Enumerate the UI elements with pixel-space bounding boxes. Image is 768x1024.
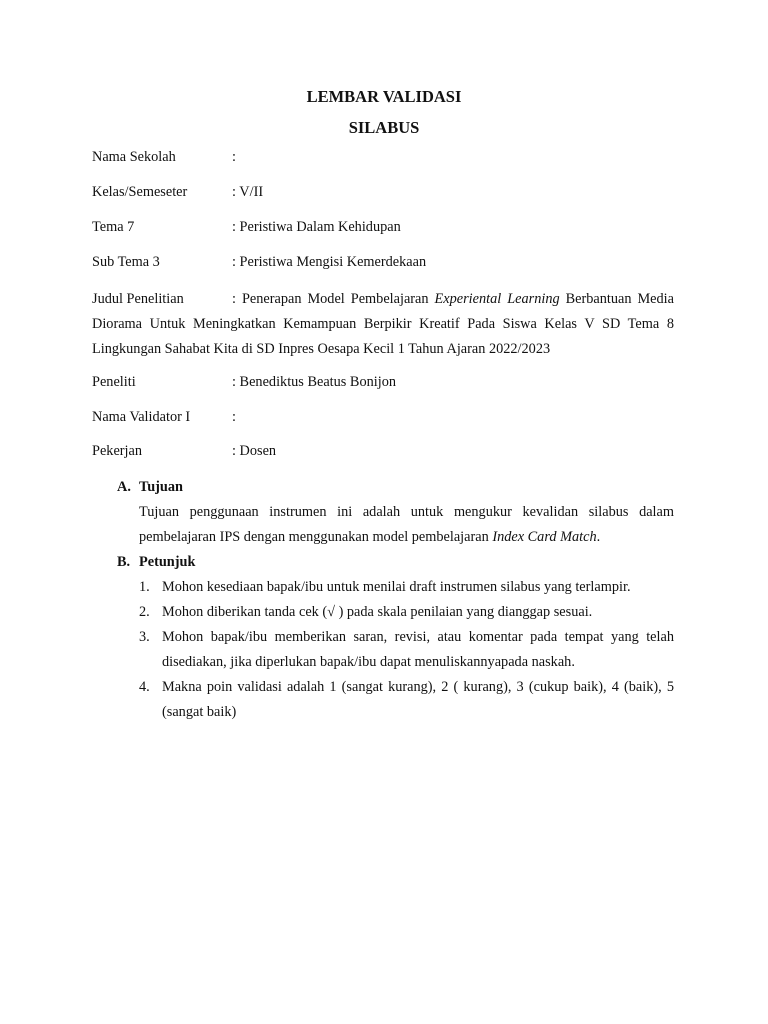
list-item-text: Mohon bapak/ibu memberikan saran, revisi, atau komentar pada tempat yang telah disediakan, jika diperlukan bapak/ibu dapat menuliskannyapada naskah. xyxy=(162,629,674,670)
section-b-letter: B. xyxy=(117,554,131,570)
section-a-title: Tujuan xyxy=(139,479,183,495)
field-value: : Benediktus Beatus Bonijon xyxy=(232,374,397,390)
list-item-number: 4. xyxy=(139,679,150,695)
field-value-italic: Experiental Learning xyxy=(434,291,560,307)
field-value: : Peristiwa Mengisi Kemerdekaan xyxy=(232,254,427,270)
field-value: : V/II xyxy=(232,184,264,200)
field-label: Nama Sekolah xyxy=(92,149,176,165)
document-subtitle: SILABUS xyxy=(348,118,420,137)
paragraph-italic: Index Card Match xyxy=(492,529,597,545)
list-item-number: 1. xyxy=(139,579,150,595)
document-title: LEMBAR VALIDASI xyxy=(306,87,462,106)
list-item-text: Mohon kesediaan bapak/ibu untuk menilai draft instrumen silabus yang terlampir. xyxy=(162,579,631,595)
paragraph-end: . xyxy=(596,529,601,545)
field-label: Kelas/Semeseter xyxy=(92,184,188,200)
field-label: Tema 7 xyxy=(92,219,135,235)
section-a-paragraph xyxy=(139,500,674,550)
field-label: Peneliti xyxy=(92,374,136,390)
field-value: : xyxy=(232,409,236,425)
field-value: : xyxy=(232,149,236,165)
field-label: Judul Penelitian xyxy=(92,291,184,307)
paragraph-text: Tujuan penggunaan instrumen ini adalah untuk mengukur kevalidan silabus dalam pembelajaran IPS dengan menggunakan model pembelajaran xyxy=(139,504,674,545)
field-value: : Dosen xyxy=(232,443,277,459)
field-label: Sub Tema 3 xyxy=(92,254,160,270)
field-value-post: Berbantuan Media Diorama Untuk Meningkatkan Kemampuan Berpikir Kreatif Pada Siswa Kelas V SD Tema 8 Lingkungan Sahabat Kita di SD Inpres Oesapa Kecil 1 Tahun Ajaran 2022/2023 xyxy=(92,291,674,357)
field-value-pre: : Penerapan Model Pembelajaran xyxy=(232,291,435,307)
field-label: Nama Validator I xyxy=(92,409,191,425)
list-item-number: 2. xyxy=(139,604,150,620)
field-value: : Peristiwa Dalam Kehidupan xyxy=(232,219,401,235)
list-item-text: Mohon diberikan tanda cek (√ ) pada skala penilaian yang dianggap sesuai. xyxy=(162,604,593,620)
section-a-letter: A. xyxy=(117,479,131,495)
list-item-number: 3. xyxy=(139,629,150,645)
section-b-title: Petunjuk xyxy=(139,554,196,570)
field-judul-penelitian xyxy=(92,287,674,362)
list-item-text: Makna poin validasi adalah 1 (sangat kurang), 2 ( kurang), 3 (cukup baik), 4 (baik), 5 (sangat baik) xyxy=(162,679,674,720)
field-label: Pekerjan xyxy=(92,443,143,459)
